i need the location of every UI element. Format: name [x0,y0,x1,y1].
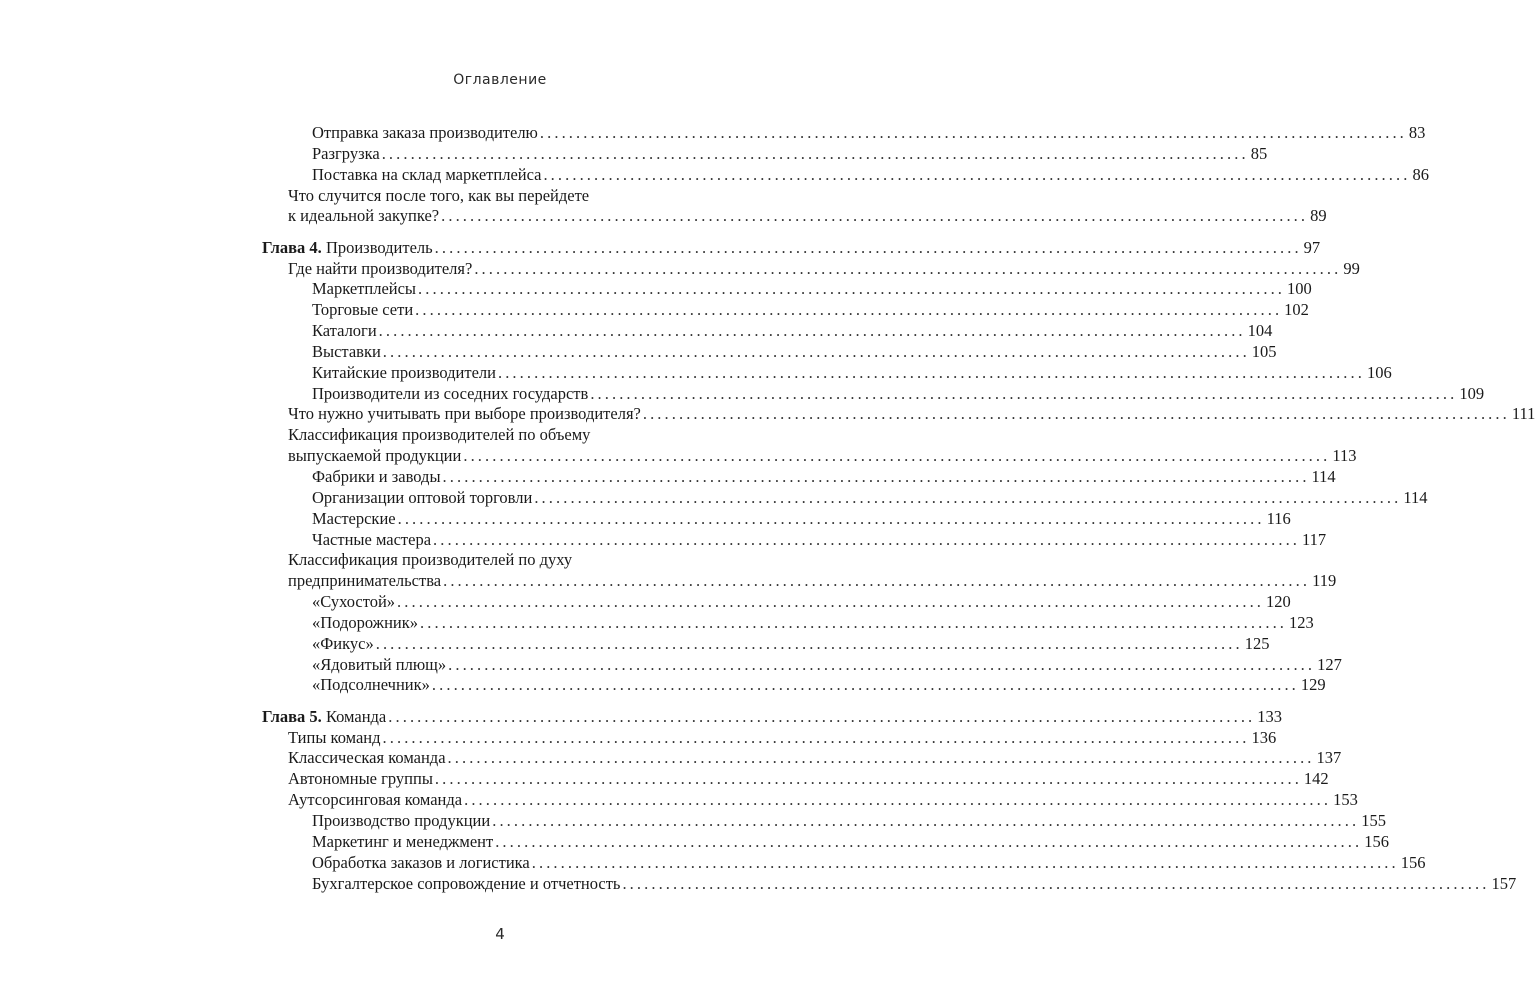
toc-entry-title: Поставка на склад маркетплейса [312,164,542,184]
toc-page-number: 83 [1408,123,1426,142]
toc-entry [262,300,1309,321]
toc-page-number: 99 [1343,258,1360,278]
toc-entry-title: Классификация производителей по духу [288,550,573,570]
dot-leader: ........................................................................................................................ [492,811,1360,830]
dot-leader: ........................................................................................................................ [447,748,1315,768]
dot-leader: ........................................................................................................................ [534,487,1402,507]
toc-entry-title: «Фикус» [312,633,374,653]
toc-entry [262,811,1386,832]
toc-entry [262,123,1426,144]
toc-page-number: 142 [1303,769,1329,789]
toc-entry [262,873,1517,895]
chapter-label: Глава 5. [262,706,322,726]
toc-page-number: 157 [1491,873,1517,893]
table-of-contents [262,123,1535,894]
toc-entry [262,550,738,571]
toc-entry [262,425,738,446]
toc-chapter-entry [262,706,1283,728]
dot-leader: ........................................................................................................................ [642,404,1510,424]
toc-page-number: 156 [1364,831,1389,851]
toc-entry [262,571,1337,592]
toc-entry-title: Маркетинг и менеджмент [312,831,494,851]
dot-leader: ........................................................................................................................ [531,852,1399,872]
dot-leader: ........................................................................................................................ [378,321,1246,341]
toc-entry-title: «Подсолнечник» [312,675,430,695]
toc-entry-title: Где найти производителя? [288,258,473,278]
dot-leader: ........................................................................................................................ [382,341,1250,361]
toc-entry-title: Производители из соседних государств [312,383,589,403]
toc-page-number: 106 [1366,362,1392,382]
toc-page-number: 100 [1287,279,1312,299]
toc-page-number: 125 [1244,633,1270,653]
toc-chapter-entry [262,237,1321,259]
toc-entry [262,508,1291,530]
toc-page-number: 155 [1361,811,1386,830]
toc-entry [262,279,1312,300]
dot-leader: ........................................................................................................................ [622,873,1490,893]
toc-entry [262,258,1360,280]
dot-leader: ........................................................................................................................ [382,727,1250,747]
toc-entry-title: «Подорожник» [312,612,419,632]
dot-leader: ........................................................................................................................ [434,237,1302,257]
toc-entry-title: Каталоги [312,321,377,341]
dot-leader: ........................................................................................................................ [463,446,1331,466]
dot-leader: ........................................................................................................................ [590,383,1458,403]
toc-entry-title [262,707,386,728]
dot-leader: ........................................................................................................................ [441,206,1309,226]
dot-leader: ........................................................................................................................ [539,123,1407,142]
dot-leader: ........................................................................................................................ [443,571,1311,591]
toc-entry-title: Что случится после того, как вы перейдете [288,185,590,205]
running-head: Оглавление [453,72,547,88]
dot-leader: ........................................................................................................................ [415,300,1283,320]
toc-entry [262,748,1342,769]
dot-leader: ........................................................................................................................ [448,654,1316,674]
dot-leader: ........................................................................................................................ [388,706,1256,726]
page-number: 4 [495,925,505,943]
dot-leader: ........................................................................................................................ [420,612,1288,632]
toc-entry [262,633,1270,655]
toc-entry [262,404,1535,425]
toc-page-number: 127 [1317,654,1342,674]
toc-entry-title: «Сухостой» [312,592,396,612]
toc-entry-title: «Ядовитый плющ» [312,654,447,674]
toc-page-number: 102 [1284,300,1309,320]
dot-leader: ........................................................................................................................ [434,769,1302,789]
toc-entry-title: Отправка заказа производителю [312,123,538,142]
toc-entry-title: Типы команд [288,727,381,747]
toc-entry-title: Что нужно учитывать при выборе производителя? [288,404,641,424]
dot-leader: ........................................................................................................................ [397,508,1265,528]
toc-entry [262,206,1327,227]
dot-leader: ........................................................................................................................ [497,362,1365,382]
toc-entry-title: Классическая команда [288,748,446,768]
toc-entry [262,675,1326,696]
dot-leader: ........................................................................................................................ [474,258,1342,278]
toc-entry-title: Организации оптовой торговли [312,487,533,507]
toc-page-number: 97 [1303,237,1321,257]
toc-entry [262,487,1428,509]
chapter-title: Команда [325,706,387,726]
toc-entry [262,362,1392,384]
toc-page-number: 119 [1312,571,1337,591]
toc-page-number: 129 [1300,675,1326,695]
toc-page-number: 111 [1511,404,1535,424]
dot-leader: ........................................................................................................................ [431,675,1299,695]
toc-entry [262,790,1358,811]
dot-leader: ........................................................................................................................ [433,529,1301,549]
toc-page-number: 133 [1257,706,1283,726]
toc-entry-title: Частные мастера [312,529,432,549]
chapter-title: Производитель [325,237,433,257]
dot-leader: ........................................................................................................................ [381,143,1249,163]
toc-page-number: 114 [1311,467,1336,486]
toc-page-number: 117 [1302,529,1327,549]
toc-entry-title: Классификация производителей по объему [288,425,591,445]
toc-page-number: 123 [1289,612,1314,632]
toc-page-number: 109 [1459,383,1485,403]
dot-leader: ........................................................................................................................ [464,790,1332,810]
toc-entry [262,341,1277,363]
toc-page-number: 136 [1251,727,1277,747]
toc-entry-title: Выставки [312,341,381,361]
toc-entry-title: предпринимательства [288,571,442,591]
dot-leader: ........................................................................................................................ [495,831,1363,851]
toc-entry-title: Аутсорсинговая команда [288,790,463,810]
toc-entry-title: Бухгалтерское сопровождение и отчетность [312,873,621,893]
toc-page-number: 116 [1266,508,1291,528]
dot-leader: ........................................................................................................................ [375,633,1243,653]
toc-entry-title: к идеальной закупке? [288,206,440,226]
toc-entry-title: Автономные группы [288,769,433,789]
toc-entry [262,321,1273,342]
toc-entry-title: Торговые сети [312,300,414,320]
toc-entry [262,592,1291,613]
toc-entry [262,612,1314,634]
toc-entry [262,727,1277,749]
toc-entry [262,164,1429,186]
toc-entry-title: Маркетплейсы [312,279,417,299]
toc-entry-title: Производство продукции [312,811,491,830]
toc-entry-title: Фабрики и заводы [312,467,441,486]
toc-entry-title: Обработка заказов и логистика [312,852,530,872]
dot-leader: ........................................................................................................................ [543,164,1411,184]
toc-page-number: 153 [1333,790,1358,810]
toc-entry [262,186,738,207]
toc-entry-title: Разгрузка [312,143,380,163]
toc-entry [262,769,1329,790]
toc-entry [262,467,1336,488]
toc-entry-title: Мастерские [312,508,396,528]
toc-page-number: 113 [1332,446,1357,466]
toc-entry [262,529,1327,551]
toc-entry [262,852,1426,874]
toc-page-number: 137 [1316,748,1342,768]
toc-page-number: 156 [1400,852,1426,872]
toc-page-number: 105 [1251,341,1277,361]
dot-leader: ........................................................................................................................ [418,279,1286,299]
toc-entry [262,383,1485,405]
toc-entry [262,831,1389,853]
dot-leader: ........................................................................................................................ [397,592,1265,612]
chapter-label: Глава 4. [262,237,322,257]
toc-entry-title: Китайские производители [312,362,496,382]
toc-entry-title: выпускаемой продукции [288,446,462,466]
toc-page-number: 120 [1266,592,1291,612]
toc-page-number: 114 [1403,487,1428,507]
toc-entry [262,446,1357,467]
toc-entry-title [262,238,433,259]
toc-page-number: 104 [1247,321,1273,341]
toc-entry [262,143,1268,165]
toc-page-number: 85 [1250,143,1268,163]
dot-leader: ........................................................................................................................ [442,467,1310,486]
toc-entry [262,654,1342,676]
toc-page-number: 86 [1412,164,1429,184]
toc-page-number: 89 [1310,206,1327,226]
